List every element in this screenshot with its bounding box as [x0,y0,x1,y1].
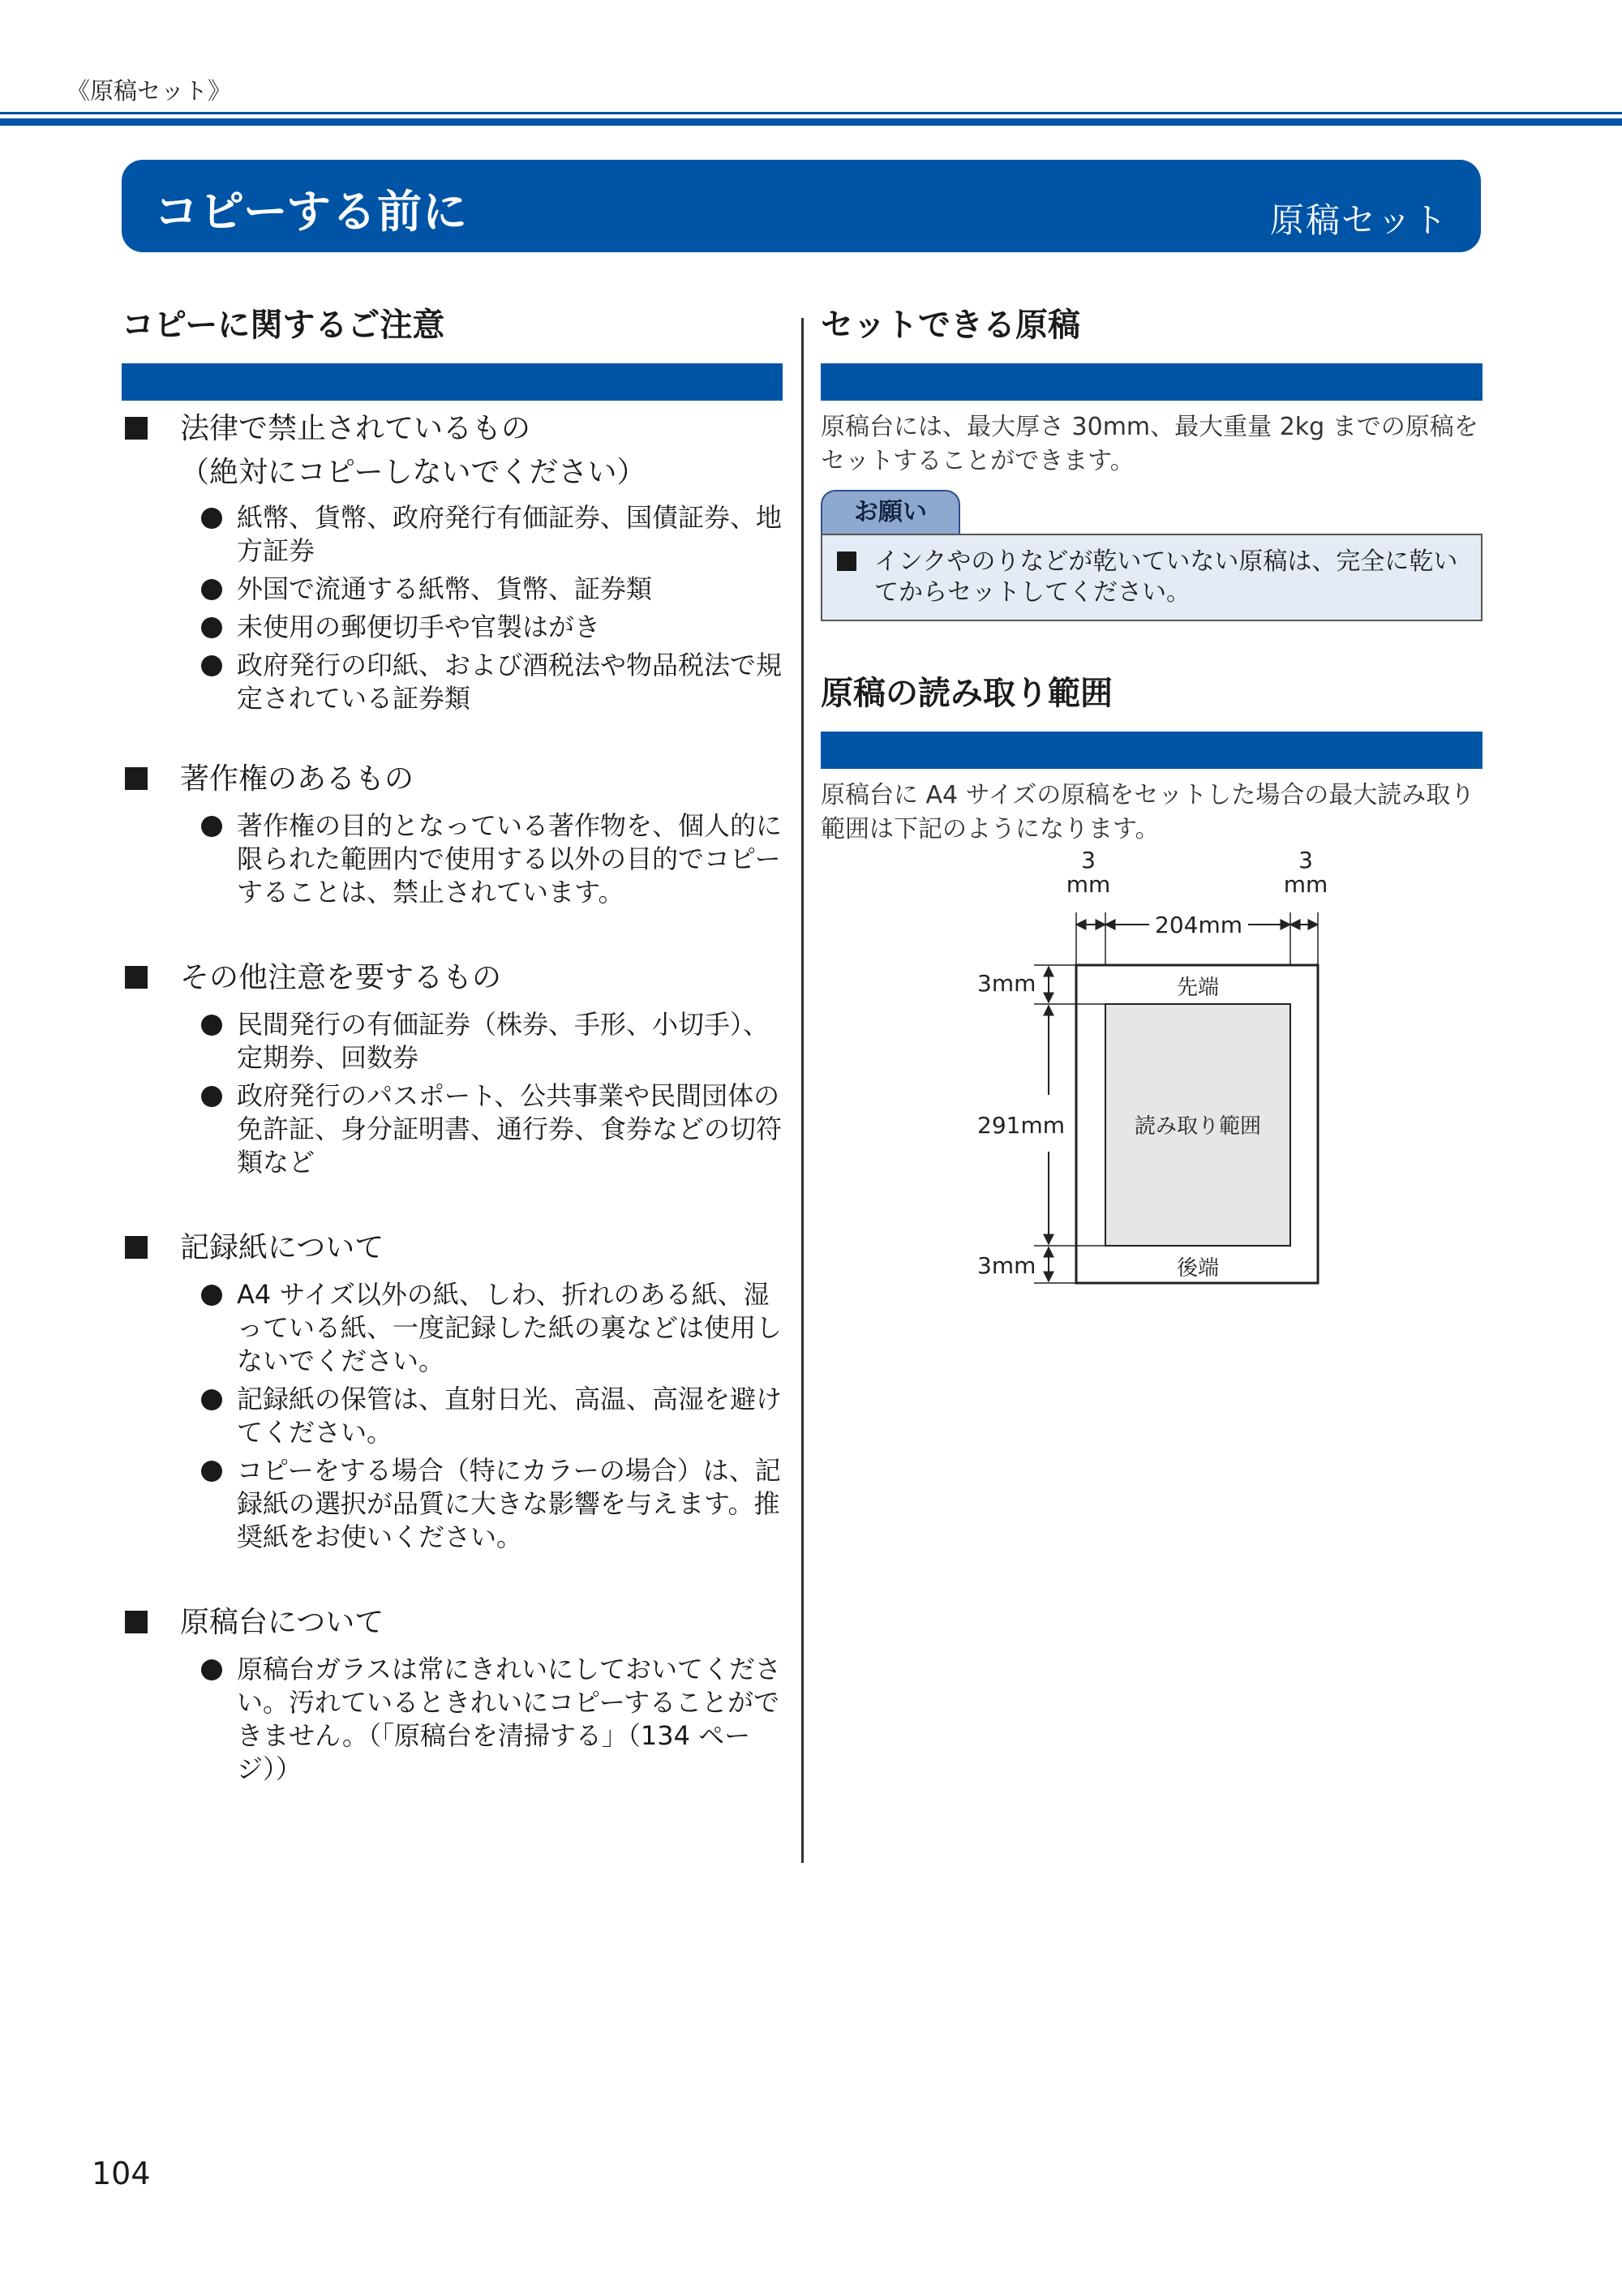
section-title: 法律で禁止されているもの [122,407,783,451]
bullet-dot-icon [201,1285,222,1306]
section-document-glass [122,1601,783,1786]
bullet-dot-icon [201,655,222,676]
bullet-dot-icon [201,617,222,638]
scan-range-diagram [969,843,1342,1298]
scan-range-heading: 原稿の読み取り範囲 [821,675,1113,712]
note-box [821,534,1483,621]
list-item: 紙幣、貨幣、政府発行有価証券、国債証券、地方証券 [201,501,783,568]
list-item: 民間発行の有価証券（株券、手形、小切手）、定期券、回数券 [201,1008,783,1075]
settable-documents-text: 原稿台には、最大厚さ 30mm、最大重量 2kg までの原稿をセットすることができます。 [821,413,1478,475]
heading-band [821,363,1483,401]
top-edge-label: 先端 [1176,976,1220,1000]
section-title: 記録紙について [122,1226,783,1270]
list-item: 政府発行のパスポート、公共事業や民間団体の免許証、身分証明書、通行券、食券などの切符類など [201,1079,783,1179]
bullet-dot-icon [201,1659,222,1680]
left-margin-unit: mm [1066,871,1111,898]
note-tab: お願い [821,490,960,534]
copy-caution-heading: コピーに関するご注意 [122,307,445,344]
left-margin-value: 3 [1081,847,1096,873]
square-bullet-icon [125,1611,148,1633]
running-head: 《原稿セット》 [67,77,232,105]
heading-band [821,732,1483,769]
right-margin-unit: mm [1283,871,1328,898]
list-item: A4 サイズ以外の紙、しわ、折れのある紙、湿っている紙、一度記録した紙の裏などは使用しないでください。 [201,1278,783,1378]
bullet-dot-icon [201,508,222,529]
section-recording-paper [122,1226,783,1554]
list-item: コピーをする場合（特にカラーの場合）は、記録紙の選択が品質に大きな影響を与えます。推奨紙をお使いください。 [201,1454,783,1554]
scan-range-text: 原稿台に A4 サイズの原稿をセットした場合の最大読み取り範囲は下記のようになります。 [821,781,1475,843]
list-item: 記録紙の保管は、直射日光、高温、高湿を避けてください。 [201,1383,783,1449]
square-bullet-icon [125,1236,148,1259]
bullet-dot-icon [201,816,222,837]
top-margin-label: 3mm [977,970,1036,997]
bullet-dot-icon [201,1015,222,1036]
right-margin-value: 3 [1298,847,1313,873]
page-number: 104 [92,2156,151,2191]
section-title: 原稿台について [122,1601,783,1645]
bottom-margin-label: 3mm [977,1252,1036,1279]
note-text: インクやのりなどが乾いていない原稿は、完全に乾いてからセットしてください。 [874,547,1458,607]
bullet-dot-icon [201,1389,222,1410]
square-bullet-icon [837,551,856,571]
bottom-edge-label: 後端 [1176,1256,1220,1281]
bullet-dot-icon [201,579,222,600]
section-title: その他注意を要するもの [122,956,783,1000]
note-tab-wrap [821,490,1483,534]
section-title: 著作権のあるもの [122,757,783,801]
page-title: コピーする前に [154,186,469,238]
section-subtitle: （絶対にコピーしないでください） [180,456,646,489]
scan-area-label: 読み取り範囲 [1134,1114,1262,1139]
settable-documents-heading: セットできる原稿 [821,307,1080,344]
list-item: 原稿台ガラスは常にきれいにしておいてください。汚れているときれいにコピーすることができません。（「原稿台を清掃する」（134 ページ）） [201,1653,783,1786]
list-item: 政府発行の印紙、および酒税法や物品税法で規定されている証券類 [201,649,783,715]
page-title-bar [122,160,1481,252]
left-column [122,300,783,1786]
section-tag: 原稿セット [1269,200,1448,240]
bullet-dot-icon [201,1461,222,1482]
list-item: 外国で流通する紙幣、貨幣、証券類 [201,573,783,606]
square-bullet-icon [125,966,148,989]
width-label: 204mm [1155,912,1242,938]
square-bullet-icon [125,767,148,790]
header-rule-thin [0,112,1622,114]
column-divider [801,318,804,1863]
heading-band [122,363,783,401]
right-column [821,300,1483,847]
section-other-caution [122,956,783,1179]
header-rule-thick [0,118,1622,126]
section-copyright [122,757,783,909]
section-prohibited [122,407,783,715]
square-bullet-icon [125,417,148,440]
bullet-dot-icon [201,1086,222,1107]
list-item: 著作権の目的となっている著作物を、個人的に限られた範囲内で使用する以外の目的でコピーすることは、禁止されています。 [201,809,783,909]
height-label: 291mm [977,1112,1065,1139]
list-item: 未使用の郵便切手や官製はがき [201,611,783,644]
